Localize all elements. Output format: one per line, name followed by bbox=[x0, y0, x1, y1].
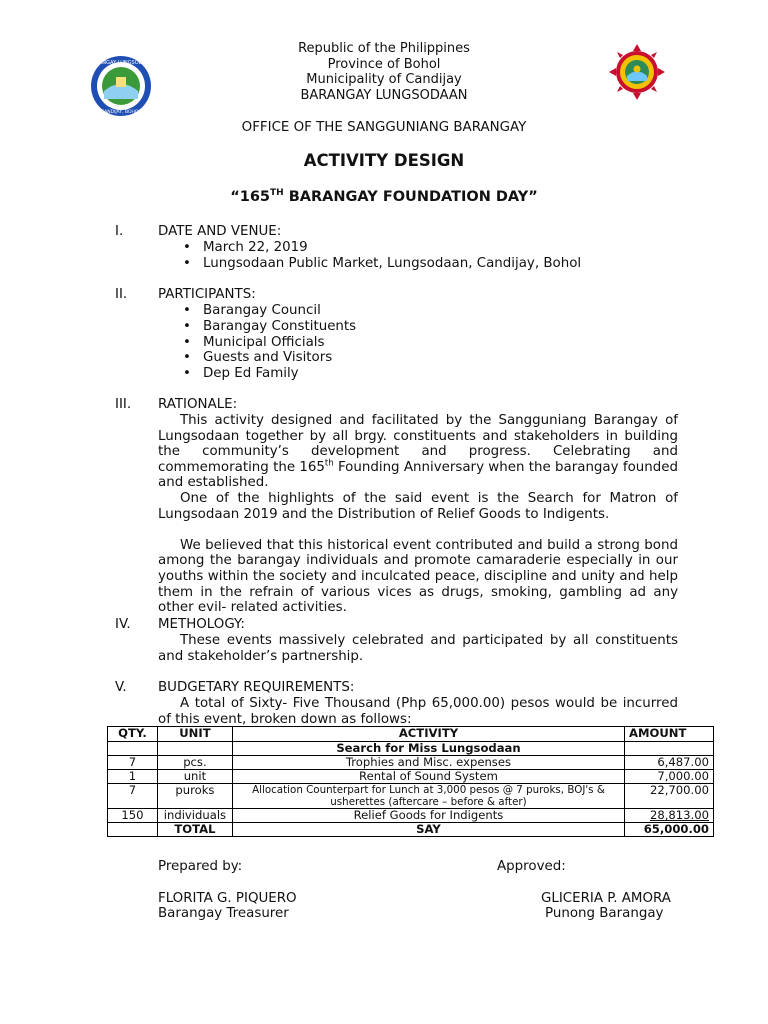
cell-activity: Trophies and Misc. expenses bbox=[232, 756, 624, 770]
group-label: Search for Miss Lungsodaan bbox=[232, 742, 624, 756]
svg-text:CANDIJAY, BOHOL: CANDIJAY, BOHOL bbox=[101, 110, 141, 115]
section-heading-budget: BUDGETARY REQUIREMENTS: bbox=[158, 680, 355, 695]
approved-title: Punong Barangay bbox=[545, 906, 664, 921]
say-label: SAY bbox=[232, 823, 624, 837]
prepared-by-label: Prepared by: bbox=[158, 859, 243, 874]
cell-activity: Rental of Sound System bbox=[232, 770, 624, 784]
section-number-2: II. bbox=[115, 287, 128, 302]
cell-activity: Allocation Counterpart for Lunch at 3,000 pesos @ 7 puroks, BOJ's & usherettes (aftercare – before & after) bbox=[232, 784, 624, 809]
section-number-4: IV. bbox=[115, 617, 131, 632]
event-title: “165TH BARANGAY FOUNDATION DAY” bbox=[230, 188, 538, 205]
list-item: • Guests and Visitors bbox=[183, 350, 356, 366]
cell-unit: pcs. bbox=[157, 756, 232, 770]
rationale-paragraph-1: This activity designed and facilitated by the Sangguniang Barangay of Lungsodaan together by all brgy. constituents and stakeholders in building the community’s development and progress. Celebrating and commemorating the 165th Founding Anniversary when the barangay founded and established. bbox=[158, 413, 678, 491]
cell-unit: individuals bbox=[157, 809, 232, 823]
list-item: • March 22, 2019 bbox=[183, 240, 581, 256]
section-number-3: III. bbox=[115, 397, 132, 412]
column-header-unit: UNIT bbox=[157, 727, 232, 742]
header-line-province: Province of Bohol bbox=[327, 57, 441, 72]
table-group-row bbox=[108, 742, 714, 756]
cell-unit: puroks bbox=[157, 784, 232, 809]
approved-name: GLICERIA P. AMORA bbox=[541, 891, 671, 906]
column-header-amount: AMOUNT bbox=[625, 727, 714, 742]
cell-qty: 7 bbox=[108, 756, 158, 770]
prepared-by-name: FLORITA G. PIQUERO bbox=[158, 891, 297, 906]
date-venue-list bbox=[183, 240, 581, 272]
cell-qty: 7 bbox=[108, 784, 158, 809]
section-number-5: V. bbox=[115, 680, 127, 695]
table-total-row bbox=[108, 823, 714, 837]
cell-activity: Relief Goods for Indigents bbox=[232, 809, 624, 823]
list-item: • Barangay Constituents bbox=[183, 319, 356, 335]
list-item: • Municipal Officials bbox=[183, 335, 356, 351]
section-heading-date-venue: DATE AND VENUE: bbox=[158, 224, 282, 239]
table-row bbox=[108, 809, 714, 823]
list-item: • Lungsodaan Public Market, Lungsodaan, Candijay, Bohol bbox=[183, 256, 581, 272]
column-header-activity: ACTIVITY bbox=[232, 727, 624, 742]
participants-list bbox=[183, 303, 356, 382]
header-line-republic: Republic of the Philippines bbox=[298, 41, 470, 56]
cell-qty: 150 bbox=[108, 809, 158, 823]
rationale-paragraph-2: One of the highlights of the said event is the Search for Matron of Lungsodaan 2019 and the Distribution of Relief Goods to Indigents. bbox=[158, 490, 678, 522]
list-item: • Dep Ed Family bbox=[183, 366, 356, 382]
prepared-by-title: Barangay Treasurer bbox=[158, 906, 289, 921]
rationale-body bbox=[158, 413, 678, 616]
office-title: OFFICE OF THE SANGGUNIANG BARANGAY bbox=[241, 120, 527, 135]
total-label: TOTAL bbox=[157, 823, 232, 837]
section-heading-rationale: RATIONALE: bbox=[158, 397, 238, 412]
budget-paragraph: A total of Sixty- Five Thousand (Php 65,000.00) pesos would be incurred of this event, broken down as follows: bbox=[158, 696, 678, 727]
approved-label: Approved: bbox=[497, 859, 566, 874]
document-title: ACTIVITY DESIGN bbox=[303, 151, 465, 170]
header-line-municipality: Municipality of Candijay bbox=[306, 72, 462, 87]
cell-qty: 1 bbox=[108, 770, 158, 784]
rationale-paragraph-3: We believed that this historical event contributed and build a strong bond among the barangay individuals and promote camaraderie especially in our youths within the society and inculcated peace, discipline and unity and help them in the refrain of various vices as drugs, smoking, gambling ad any other evil- related activities. bbox=[158, 537, 678, 616]
header-line-barangay: BARANGAY LUNGSODAAN bbox=[300, 88, 468, 103]
section-heading-methology: METHOLOGY: bbox=[158, 617, 245, 632]
section-number-1: I. bbox=[115, 224, 124, 239]
cell-amount: 28,813.00 bbox=[625, 809, 714, 823]
table-row bbox=[108, 784, 714, 809]
cell-amount: 7,000.00 bbox=[625, 770, 714, 784]
total-amount: 65,000.00 bbox=[625, 823, 714, 837]
table-row bbox=[108, 756, 714, 770]
cell-amount: 6,487.00 bbox=[625, 756, 714, 770]
section-heading-participants: PARTICIPANTS: bbox=[158, 287, 256, 302]
svg-text:BARANGAY LUNGSODAAN: BARANGAY LUNGSODAAN bbox=[90, 60, 152, 66]
list-item: • Barangay Council bbox=[183, 303, 356, 319]
table-header-row bbox=[108, 727, 714, 742]
methology-paragraph: These events massively celebrated and participated by all constituents and stakeholder’s partnership. bbox=[158, 633, 678, 664]
budget-table bbox=[107, 726, 714, 837]
column-header-qty: QTY. bbox=[108, 727, 158, 742]
table-row bbox=[108, 770, 714, 784]
cell-unit: unit bbox=[157, 770, 232, 784]
cell-amount: 22,700.00 bbox=[625, 784, 714, 809]
